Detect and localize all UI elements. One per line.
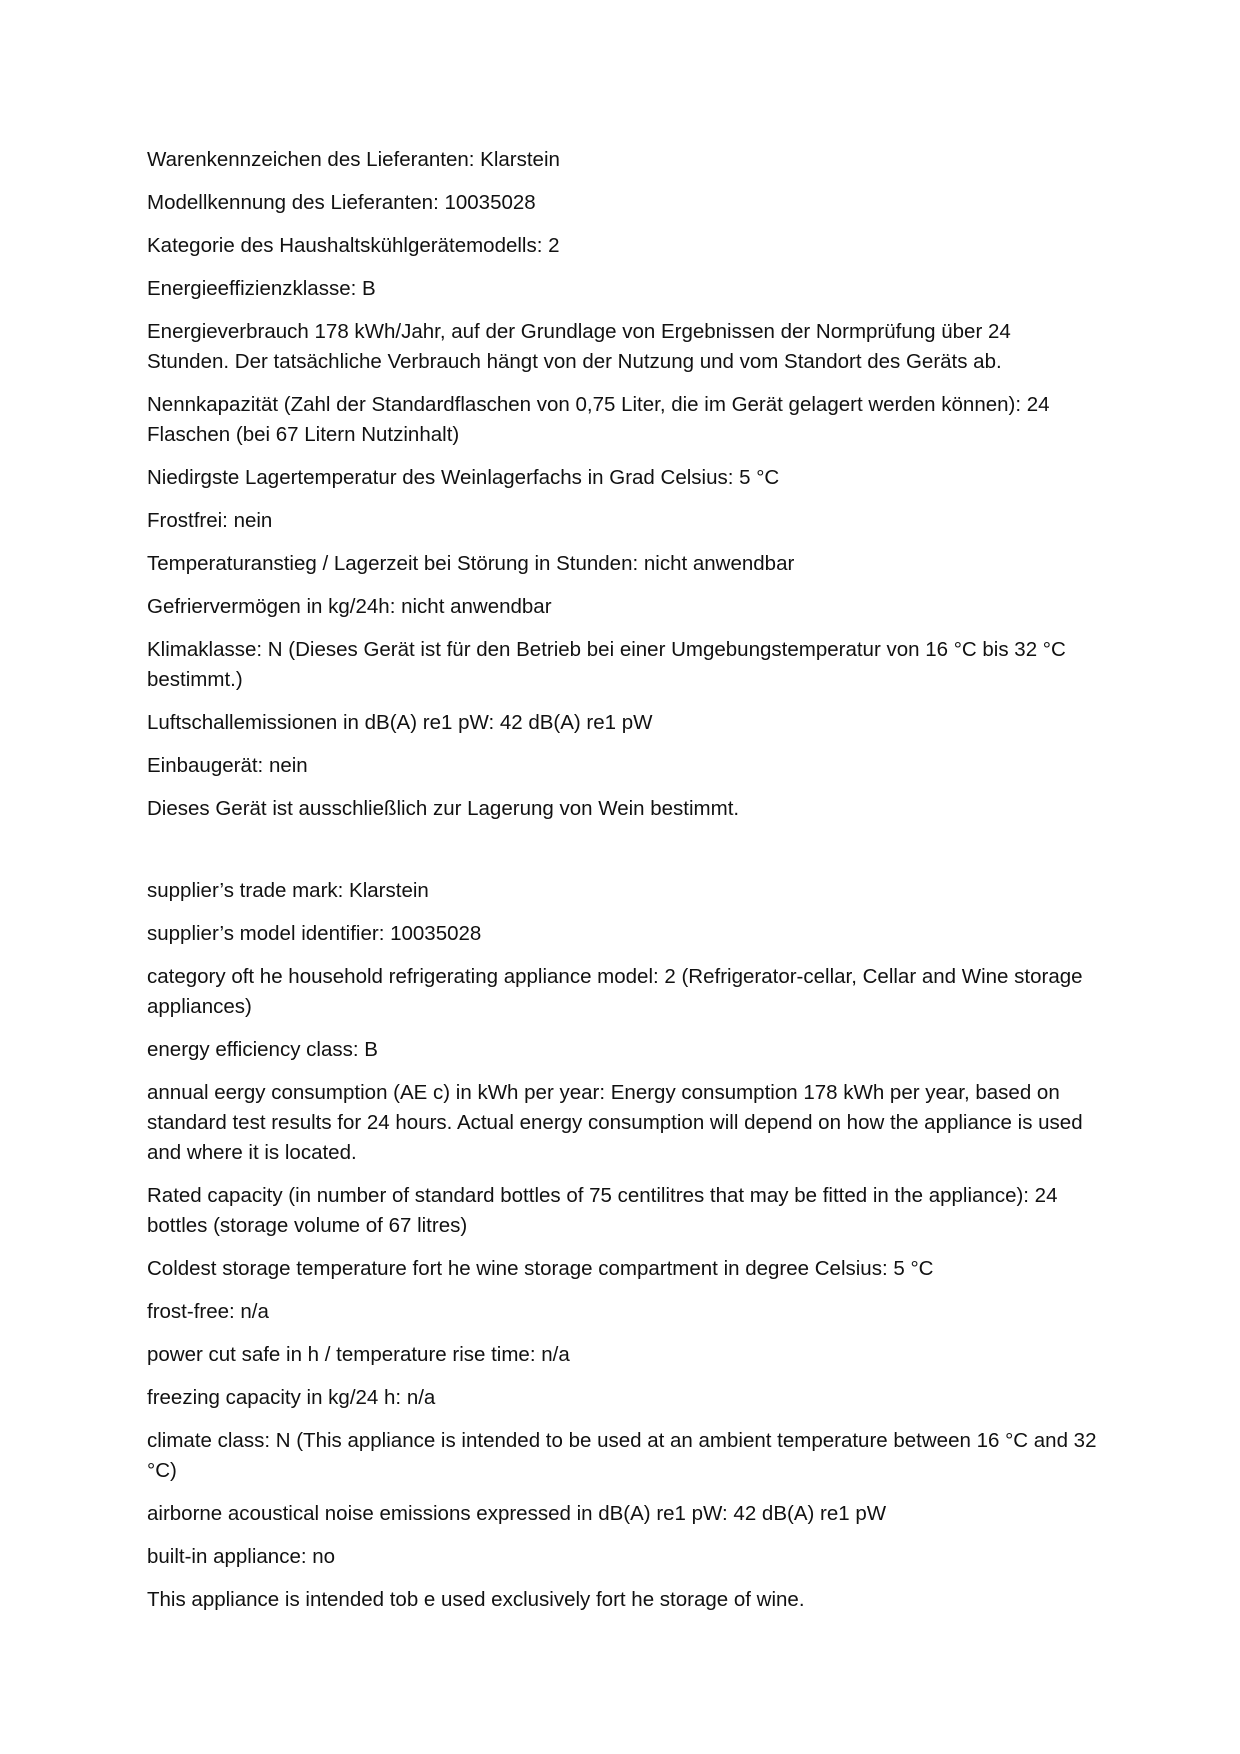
model-identifier-de: Modellkennung des Lieferanten: 10035028 bbox=[147, 191, 536, 214]
built-in-de: Einbaugerät: nein bbox=[147, 754, 308, 777]
rated-capacity-de: Nennkapazität (Zahl der Standardflaschen von 0,75 Liter, die im Gerät gelagert werden können): 24 Flaschen (bei 67 Litern Nutzinhalt) bbox=[147, 393, 1050, 446]
model-identifier-en: supplier’s model identifier: 10035028 bbox=[147, 922, 482, 945]
english-product-info bbox=[147, 876, 1097, 1628]
freezing-capacity-en: freezing capacity in kg/24 h: n/a bbox=[147, 1386, 436, 1409]
built-in-en: built-in appliance: no bbox=[147, 1545, 336, 1568]
frost-free-de: Frostfrei: nein bbox=[147, 509, 273, 532]
trade-mark-en: supplier’s trade mark: Klarstein bbox=[147, 879, 429, 902]
category-en: category oft he household refrigerating appliance model: 2 (Refrigerator-cellar, Cellar and Wine storage appliances) bbox=[147, 965, 1083, 1018]
power-cut-safe-en: power cut safe in h / temperature rise time: n/a bbox=[147, 1343, 570, 1366]
coldest-temperature-en: Coldest storage temperature fort he wine storage compartment in degree Celsius: 5 °C bbox=[147, 1257, 934, 1280]
noise-emissions-en: airborne acoustical noise emissions expressed in dB(A) re1 pW: 42 dB(A) re1 pW bbox=[147, 1502, 887, 1525]
wine-storage-note-en: This appliance is intended tob e used exclusively fort he storage of wine. bbox=[147, 1588, 805, 1611]
frost-free-en: frost-free: n/a bbox=[147, 1300, 269, 1323]
german-product-info bbox=[147, 145, 1097, 837]
energy-class-en: energy efficiency class: B bbox=[147, 1038, 378, 1061]
energy-consumption-en: annual eergy consumption (AE c) in kWh per year: Energy consumption 178 kWh per year, based on standard test results for 24 hours. Actual energy consumption will depend on how the appliance is used and where it is located. bbox=[147, 1081, 1083, 1164]
energy-class-de: Energieeffizienzklasse: B bbox=[147, 277, 376, 300]
energy-consumption-de: Energieverbrauch 178 kWh/Jahr, auf der Grundlage von Ergebnissen der Normprüfung über 24 Stunden. Der tatsächliche Verbrauch hängt von der Nutzung und vom Standort des Geräts ab. bbox=[147, 320, 1011, 373]
temperature-rise-de: Temperaturanstieg / Lagerzeit bei Störung in Stunden: nicht anwendbar bbox=[147, 552, 795, 575]
climate-class-en: climate class: N (This appliance is intended to be used at an ambient temperature between 16 °C and 32 °C) bbox=[147, 1429, 1097, 1482]
wine-storage-note-de: Dieses Gerät ist ausschließlich zur Lagerung von Wein bestimmt. bbox=[147, 797, 740, 820]
category-de: Kategorie des Haushaltskühlgerätemodells: 2 bbox=[147, 234, 560, 257]
lowest-temperature-de: Niedirgste Lagertemperatur des Weinlagerfachs in Grad Celsius: 5 °C bbox=[147, 466, 780, 489]
noise-emissions-de: Luftschallemissionen in dB(A) re1 pW: 42 dB(A) re1 pW bbox=[147, 711, 653, 734]
climate-class-de: Klimaklasse: N (Dieses Gerät ist für den Betrieb bei einer Umgebungstemperatur von 16 °C bis 32 °C bestimmt.) bbox=[147, 638, 1066, 691]
trade-mark-de: Warenkennzeichen des Lieferanten: Klarstein bbox=[147, 148, 560, 171]
freezing-capacity-de: Gefriervermögen in kg/24h: nicht anwendbar bbox=[147, 595, 552, 618]
rated-capacity-en: Rated capacity (in number of standard bottles of 75 centilitres that may be fitted in the appliance): 24 bottles (storage volume of 67 litres) bbox=[147, 1184, 1058, 1237]
